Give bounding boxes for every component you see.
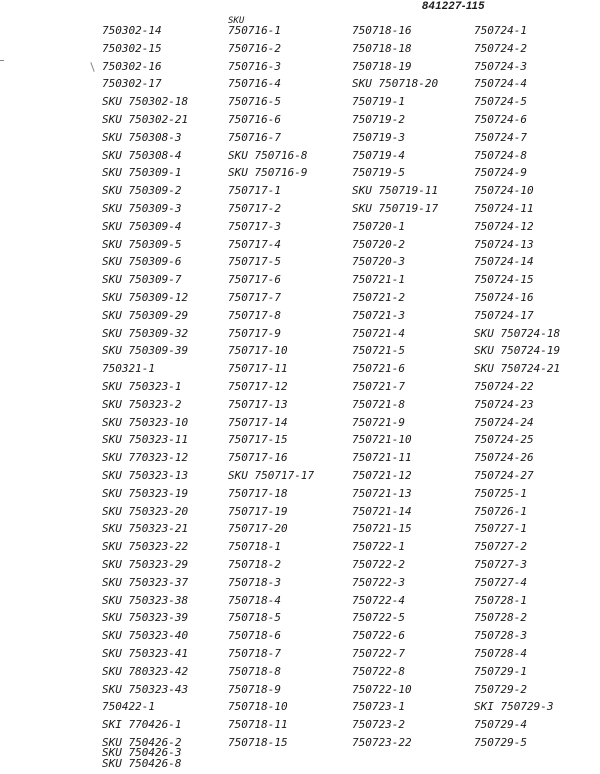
sku-entry: SKI 770426-1 (102, 718, 182, 732)
sku-entry: 750717-7 (228, 291, 281, 304)
sku-entry: SKU 750323-41 (102, 647, 189, 660)
sku-entry: 750302-15 (102, 41, 162, 55)
sku-entry: 750721-13 (352, 486, 412, 500)
sku-row (0, 362, 600, 380)
sku-entry: 750721-1 (352, 273, 405, 287)
sku-entry: 750728-3 (474, 629, 527, 643)
sku-entry: 750719-2 (352, 113, 405, 126)
sku-entry: 750724-10 (474, 184, 534, 198)
sku-entry: 750722-2 (352, 558, 405, 571)
sku-entry: 750718-1 (228, 540, 281, 554)
sku-entry: 750724-25 (474, 433, 534, 447)
sku-entry: 750721-8 (352, 397, 405, 411)
sku-entry: 750724-4 (474, 77, 527, 91)
sku-entry: SKU 750323-39 (102, 611, 189, 625)
sku-entry: 750729-2 (474, 682, 527, 696)
sku-row (0, 629, 600, 647)
sku-row (0, 718, 600, 736)
sku-entry: 750727-3 (474, 558, 527, 571)
sku-entry: 750721-3 (352, 308, 405, 322)
sku-entry: 750718-16 (352, 24, 412, 37)
sku-row (0, 487, 600, 505)
sku-entry: SKU 750717-17 (228, 469, 315, 482)
sku-entry: 750724-16 (474, 291, 534, 304)
sku-entry: 750724-23 (474, 397, 534, 411)
sku-entry: 750716-7 (228, 130, 281, 144)
sku-entry: 750724-9 (474, 166, 527, 180)
sku-entry: 750718-10 (228, 700, 288, 714)
sku-row (0, 522, 600, 540)
sku-entry: 750717-9 (228, 326, 281, 340)
sku-entry: 750718-8 (228, 664, 281, 678)
sku-row (0, 273, 600, 291)
sku-entry: 750716-6 (228, 113, 281, 126)
sku-entry: SKU 750719-11 (352, 184, 439, 198)
sku-entry: 750719-1 (352, 95, 405, 109)
sku-entry: SKU 750323-13 (102, 469, 189, 482)
sku-entry: 750717-15 (228, 433, 288, 447)
sku-entry: 750728-1 (474, 593, 527, 607)
sku-entry: SKU 750716-8 (228, 148, 308, 162)
sku-entry: 750721-4 (352, 326, 405, 340)
sku-entry: 750717-13 (228, 397, 288, 411)
sku-entry: 750717-2 (228, 202, 281, 215)
sku-entry: 750722-1 (352, 540, 405, 554)
sku-entry: 750717-6 (228, 273, 281, 287)
sku-entry: SKU 750323-21 (102, 522, 189, 536)
sku-entry: SKU 750724-19 (474, 344, 561, 358)
sku-entry: 750724-11 (474, 202, 534, 215)
sku-entry: 750724-7 (474, 130, 527, 144)
sku-entry: 750321-1 (102, 362, 155, 376)
sku-entry: 750302-14 (102, 24, 162, 37)
sku-entry: 750302-17 (102, 77, 162, 91)
sku-entry: 750718-4 (228, 593, 281, 607)
sku-entry: 750717-18 (228, 486, 288, 500)
sku-row (0, 131, 600, 149)
sku-row (0, 60, 600, 78)
sku-entry: SKU 750309-5 (102, 237, 182, 251)
sku-entry: SKU 750323-1 (102, 380, 182, 393)
sku-row (0, 42, 600, 60)
sku-row (0, 416, 600, 434)
sku-entry: 750722-7 (352, 647, 405, 660)
sku-entry: 750724-3 (474, 59, 527, 73)
document-number: 841227-115 (422, 0, 485, 12)
sku-entry: 750724-6 (474, 113, 527, 126)
sku-entry: 750717-5 (228, 255, 281, 269)
sku-entry: 750729-1 (474, 664, 527, 678)
sku-entry: 750719-5 (352, 166, 405, 180)
sku-entry: 750721-7 (352, 380, 405, 393)
sku-entry: 750716-3 (228, 59, 281, 73)
sku-entry: SKU 750308-3 (102, 130, 182, 144)
sku-entry: 750718-19 (352, 59, 412, 73)
sku-entry: 750724-14 (474, 255, 534, 269)
sku-entry: 750722-6 (352, 629, 405, 643)
sku-entry: 750721-12 (352, 469, 412, 482)
sku-row (0, 647, 600, 665)
sku-row (0, 24, 600, 42)
sku-entry: 750724-13 (474, 237, 534, 251)
sku-entry: 750718-11 (228, 718, 288, 732)
sku-entry: 750718-9 (228, 682, 281, 696)
sku-entry: SKU 750302-18 (102, 95, 189, 109)
sku-entry: SKU 750323-22 (102, 540, 189, 554)
sku-entry: 750716-4 (228, 77, 281, 91)
sku-row (0, 558, 600, 576)
sku-row (0, 255, 600, 273)
sku-entry: 750728-4 (474, 647, 527, 660)
sku-entry: 750724-8 (474, 148, 527, 162)
sku-entry: 750721-2 (352, 291, 405, 304)
sku-entry: SKU 750309-3 (102, 202, 182, 215)
sku-entry: SKU 770323-12 (102, 451, 189, 465)
sku-entry: 750724-26 (474, 451, 534, 465)
sku-entry: 750718-2 (228, 558, 281, 571)
sku-entry: SKU 750309-32 (102, 326, 189, 340)
sku-entry: 750722-8 (352, 664, 405, 678)
sku-entry: SKU 750323-10 (102, 415, 189, 429)
sku-entry-extra: SKU 750426-3 (102, 746, 182, 759)
sku-entry-extra: SKU 750426-8 (102, 757, 182, 770)
sku-entry: 750724-12 (474, 219, 534, 233)
sku-entry: SKU 750716-9 (228, 166, 308, 180)
sku-entry: SKU 750302-21 (102, 113, 189, 126)
sku-entry: SKU 750323-37 (102, 575, 189, 589)
sku-entry: 750723-2 (352, 718, 405, 732)
sku-entry: 750422-1 (102, 700, 155, 714)
sku-entry: 750717-3 (228, 219, 281, 233)
sku-entry: 750719-3 (352, 130, 405, 144)
sku-row (0, 380, 600, 398)
sku-entry: 750717-1 (228, 184, 281, 198)
sku-entry: 750717-8 (228, 308, 281, 322)
sku-entry: 750722-4 (352, 593, 405, 607)
sku-entry: 750721-14 (352, 504, 412, 518)
sku-entry: 750724-27 (474, 469, 534, 482)
sku-row (0, 700, 600, 718)
sku-entry: SKU 750309-1 (102, 166, 182, 180)
sku-entry: 750723-22 (352, 736, 412, 749)
sku-row (0, 77, 600, 95)
sku-entry: 750722-5 (352, 611, 405, 625)
sku-entry: SKU 750309-29 (102, 308, 189, 322)
sku-entry: 750725-1 (474, 486, 527, 500)
sku-row (0, 344, 600, 362)
sku-entry: 750721-9 (352, 415, 405, 429)
sku-row (0, 469, 600, 487)
sku-entry: 750724-17 (474, 308, 534, 322)
sku-entry: 750726-1 (474, 504, 527, 518)
sku-entry: SKU 780323-42 (102, 664, 189, 678)
sku-row (0, 291, 600, 309)
sku-entry: SKU 750724-21 (474, 362, 561, 376)
sku-entry: 750724-22 (474, 380, 534, 393)
sku-entry: SKU 750323-29 (102, 558, 189, 571)
sku-entry: 750724-5 (474, 95, 527, 109)
sku-row (0, 665, 600, 683)
sku-entry: 750719-4 (352, 148, 405, 162)
sku-entry: 750721-5 (352, 344, 405, 358)
sku-entry: 750721-10 (352, 433, 412, 447)
sku-entry: 750724-24 (474, 415, 534, 429)
sku-entry: 750729-4 (474, 718, 527, 732)
sku-entry: 750302-16 (102, 59, 162, 73)
sku-entry: 750717-16 (228, 451, 288, 465)
sku-row (0, 184, 600, 202)
sku-entry: 750727-1 (474, 522, 527, 536)
sku-entry: 750721-15 (352, 522, 412, 536)
sku-entry: 750720-2 (352, 237, 405, 251)
sku-entry: SKU 750309-39 (102, 344, 189, 358)
sku-entry: SKU 750323-20 (102, 504, 189, 518)
sku-entry: 750716-1 (228, 24, 281, 37)
sku-entry: 750729-5 (474, 736, 527, 749)
sku-row (0, 398, 600, 416)
sku-row (0, 576, 600, 594)
sku-row (0, 238, 600, 256)
sku-row (0, 683, 600, 701)
sku-entry: 750716-2 (228, 41, 281, 55)
sku-row (0, 540, 600, 558)
sku-entry: 750727-4 (474, 575, 527, 589)
sku-entry: 750724-1 (474, 24, 527, 37)
sku-entry: 750728-2 (474, 611, 527, 625)
sku-entry: 750724-15 (474, 273, 534, 287)
sku-row (0, 113, 600, 131)
sku-row (0, 611, 600, 629)
sku-entry: 750718-5 (228, 611, 281, 625)
sku-entry: SKU 750323-43 (102, 682, 189, 696)
sku-entry: SKU 750323-2 (102, 397, 182, 411)
sku-entry: 750716-5 (228, 95, 281, 109)
sku-entry: 750723-1 (352, 700, 405, 714)
sku-row (0, 202, 600, 220)
sku-row (0, 149, 600, 167)
sku-entry: 750717-11 (228, 362, 288, 376)
sku-entry: SKI 750729-3 (474, 700, 554, 714)
sku-entry: SKU 750426-2 (102, 736, 182, 749)
sku-entry: SKU 750323-38 (102, 593, 189, 607)
sku-entry: 750718-18 (352, 41, 412, 55)
sku-row (0, 309, 600, 327)
sku-entry: 750718-7 (228, 647, 281, 660)
sku-entry: 750727-2 (474, 540, 527, 554)
sku-entry: 750717-4 (228, 237, 281, 251)
sku-entry: 750721-6 (352, 362, 405, 376)
sku-row (0, 327, 600, 345)
sku-entry: SKU 750323-40 (102, 629, 189, 643)
sku-entry: 750717-14 (228, 415, 288, 429)
sku-row (0, 433, 600, 451)
sku-entry: SKU 750323-19 (102, 486, 189, 500)
sku-row (0, 505, 600, 523)
sku-entry: 750717-12 (228, 380, 288, 393)
sku-entry: 750724-2 (474, 41, 527, 55)
sku-entry: 750718-6 (228, 629, 281, 643)
sku-entry: 750721-11 (352, 451, 412, 465)
sku-entry: SKU 750309-6 (102, 255, 182, 269)
sku-entry: SKU 750309-12 (102, 291, 189, 304)
sku-entry: SKU 750309-7 (102, 273, 182, 287)
sku-row (0, 451, 600, 469)
sku-entry: SKU 750309-4 (102, 219, 182, 233)
sku-entry: 750717-10 (228, 344, 288, 358)
sku-entry: SKU 750323-11 (102, 433, 189, 447)
sku-entry: 750718-15 (228, 736, 288, 749)
sku-entry: SKU 750309-2 (102, 184, 182, 198)
sku-entry: 750717-19 (228, 504, 288, 518)
sku-row (0, 594, 600, 612)
sku-entry: SKU 750308-4 (102, 148, 182, 162)
sku-entry: 750722-10 (352, 682, 412, 696)
sku-entry: 750718-3 (228, 575, 281, 589)
sku-row (0, 736, 600, 754)
sku-entry: SKU 750724-18 (474, 326, 561, 340)
sku-entry: SKU 750718-20 (352, 77, 439, 91)
sku-row (0, 95, 600, 113)
sku-entry: 750722-3 (352, 575, 405, 589)
sku-prefix-label: SKU (228, 16, 245, 26)
sku-row (0, 220, 600, 238)
sku-entry: 750720-3 (352, 255, 405, 269)
sku-entry: SKU 750719-17 (352, 202, 439, 215)
sku-entry: 750717-20 (228, 522, 288, 536)
sku-row (0, 166, 600, 184)
sku-entry: 750720-1 (352, 219, 405, 233)
